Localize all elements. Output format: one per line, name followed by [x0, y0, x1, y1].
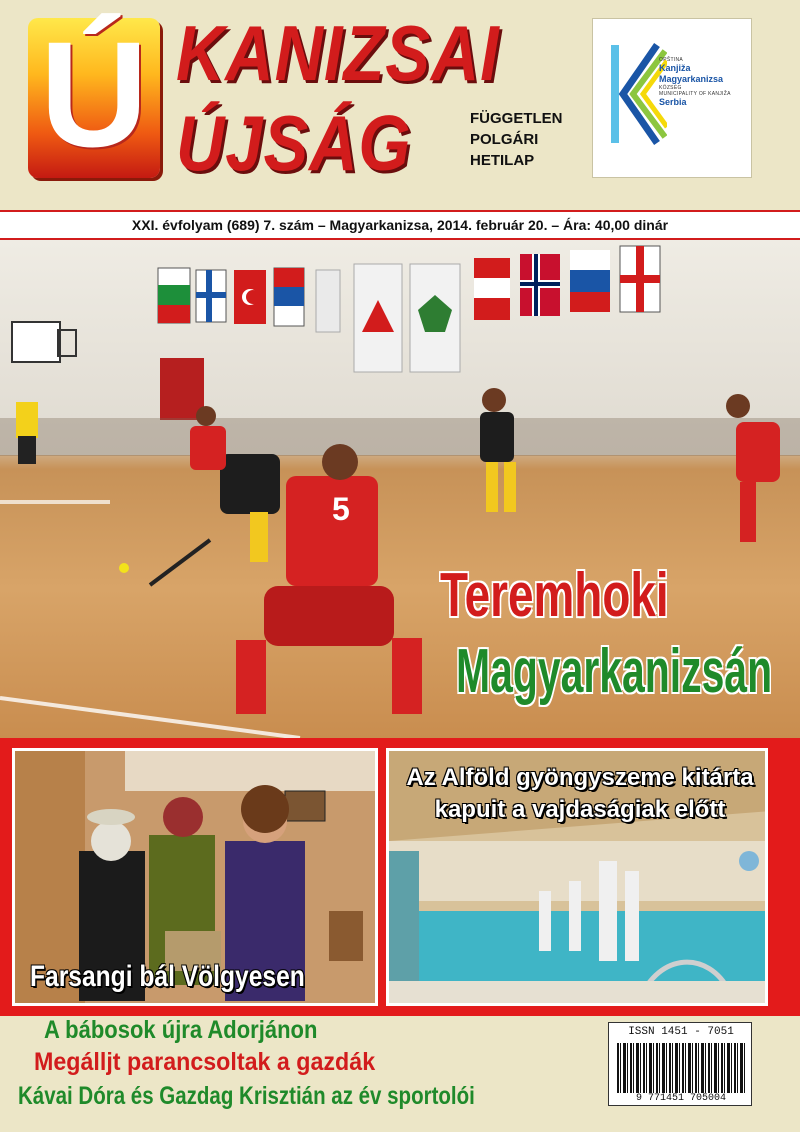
tagline-line: HETILAP — [470, 152, 535, 169]
logo-small-top: OPŠTINA — [659, 57, 684, 63]
right-story-caption — [400, 762, 760, 826]
logo-line1: Kanjiža — [659, 63, 691, 73]
issue-info: XXI. évfolyam (689) 7. szám – Magyarkanizsa, 2014. február 20. – Ára: 40,00 dinár — [131, 217, 669, 233]
issue-info-strip — [0, 210, 800, 240]
newspaper-logo-mark — [28, 10, 160, 178]
barcode-icon — [617, 1043, 745, 1093]
issn-label: ISSN 1451 - 7051 — [628, 1026, 734, 1038]
right-caption-line: kapuit a vajdaságiak előtt — [434, 796, 726, 823]
issn-barcode-box — [608, 1022, 752, 1106]
main-headline-line2: Magyarkanizsán — [456, 637, 773, 706]
referee — [16, 402, 38, 438]
newspaper-title-line1: KANIZSAI — [176, 9, 500, 97]
player-red-5 — [150, 444, 422, 714]
tagline-line: POLGÁRI — [470, 131, 539, 148]
flags-row — [158, 246, 660, 372]
k-logo-icon — [607, 39, 667, 149]
logo-letter: Ú — [39, 10, 149, 178]
logo-small-bottom: MUNICIPALITY OF KANJIŽA — [659, 91, 731, 97]
basketball-board — [12, 322, 60, 362]
masthead — [0, 0, 800, 210]
logo-line3: Serbia — [659, 97, 687, 107]
tagline — [470, 108, 563, 171]
right-caption-line: Az Alföld gyöngyszeme kitárta — [406, 764, 754, 791]
player-red-right — [726, 394, 780, 542]
bottom-headline: A bábosok újra Adorjánon — [44, 1016, 318, 1044]
municipality-logo — [592, 18, 752, 178]
tagline-line: FÜGGETLEN — [470, 110, 563, 127]
bottom-headline: Megálljt parancsoltak a gazdák — [34, 1048, 376, 1076]
logo-line2: Magyarkanizsa — [659, 74, 724, 84]
bottom-headline: Kávai Dóra és Gazdag Krisztián az év sportolói — [18, 1082, 475, 1110]
main-headline-line1: Teremhoki — [440, 561, 669, 630]
main-cover-photo — [0, 240, 800, 738]
left-story-caption: Farsangi bál Völgyesen — [30, 960, 305, 993]
svg-text:5: 5 — [332, 491, 350, 527]
logo-small-mid: KÖZSÉG — [659, 85, 682, 91]
barcode-number: 9 771451 705004 — [635, 1093, 726, 1104]
newspaper-title-line2: ÚJSÁG — [176, 99, 412, 187]
player-black-mid — [480, 388, 516, 512]
ball — [119, 563, 129, 573]
municipality-logo-text — [659, 57, 747, 108]
